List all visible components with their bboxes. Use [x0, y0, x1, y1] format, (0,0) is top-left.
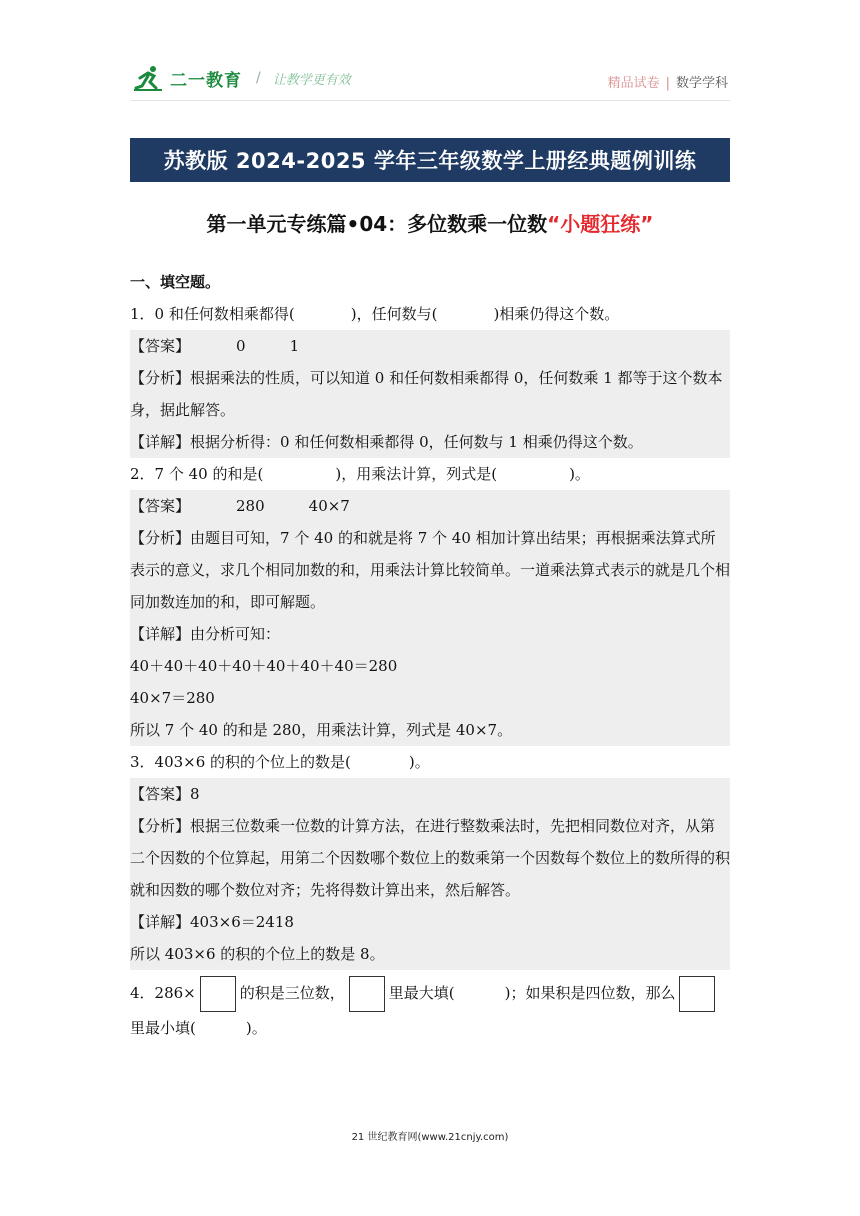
analysis-text: 根据乘法的性质，可以知道 0 和任何数相乘都得 0，任何数乘 1 都等于这个数本身，据此解答。 [130, 369, 723, 419]
page-subtitle [130, 208, 730, 237]
analysis-text: 根据三位数乘一位数的计算方法，在进行整数乘法时，先把相同数位对齐，从第二个因数的个位算起，用第二个因数哪个数位上的数乘第一个因数每个数位上的数所得的积就和因数的哪个数位对齐；先将得数计算出来，然后解答。 [130, 817, 731, 899]
page-title: 苏教版 2024-2025 学年三年级数学上册经典题例训练 [130, 138, 730, 182]
slogan-separator: / [256, 70, 261, 86]
answer-line [130, 778, 730, 810]
analysis-label: 【分析】 [130, 817, 191, 835]
question-text: )。 [408, 753, 430, 771]
detail-line: 40×7＝280 [130, 689, 215, 707]
section-heading: 一、填空题。 [130, 273, 221, 291]
detail-label: 【详解】 [130, 913, 191, 931]
question-text: )，用乘法计算，列式是( [335, 465, 498, 483]
answer-label: 【答案】 [130, 337, 191, 355]
answer-box[interactable] [679, 976, 715, 1012]
analysis-text: 由题目可知，7 个 40 的和就是将 7 个 40 相加计算出结果；再根据乘法算式所表示的意义，求几个相同加数的和，用乘法计算比较简单。一道乘法算式表示的就是几个相同加数连加的和，即可解题。 [130, 529, 731, 611]
question-2 [130, 458, 730, 490]
answer-box[interactable] [349, 976, 385, 1012]
detail-line: 所以 403×6 的积的个位上的数是 8。 [130, 945, 385, 963]
analysis-line [130, 362, 730, 426]
answer-line [130, 490, 730, 522]
tag-divider: | [665, 76, 670, 91]
question-text: )相乘仍得这个数。 [493, 305, 620, 323]
answer-line [130, 330, 730, 362]
question-text: 4．286× [130, 984, 196, 1002]
question-text: 里最大填( [388, 984, 455, 1002]
runner-logo-icon [132, 64, 164, 92]
header-tags [608, 72, 728, 91]
detail-text: 由分析可知： [190, 625, 281, 643]
question-1 [130, 298, 730, 330]
brand-name: 二一教育 [170, 70, 242, 91]
analysis-line [130, 810, 730, 906]
answer-label: 【答案】 [130, 785, 191, 803]
solution-block [130, 330, 730, 458]
subtitle-main: 第一单元专练篇•04：多位数乘一位数 [206, 212, 548, 236]
detail-label: 【详解】 [130, 433, 191, 451]
tag-premium-paper: 精品试卷 [607, 76, 660, 91]
answer-value: 8 [190, 785, 200, 803]
answer-value: 0 [236, 337, 246, 355]
detail-line: 所以 7 个 40 的和是 280，用乘法计算，列式是 40×7。 [130, 721, 513, 739]
question-3 [130, 746, 730, 778]
solution-block [130, 778, 730, 970]
question-4-continued [130, 1012, 730, 1044]
question-text: 里最小填( [130, 1019, 196, 1037]
answer-label: 【答案】 [130, 497, 191, 515]
header-logo [132, 64, 351, 92]
detail-text: 403×6＝2418 [190, 913, 294, 931]
detail-line [130, 426, 730, 458]
question-text: 的积是三位数， [239, 984, 345, 1002]
detail-label: 【详解】 [130, 625, 191, 643]
question-text: )；如果积是四位数，那么 [504, 984, 676, 1002]
analysis-line [130, 522, 730, 618]
question-text: 1．0 和任何数相乘都得( [130, 305, 295, 323]
detail-line [130, 618, 730, 650]
answer-value: 1 [289, 337, 300, 355]
question-4 [130, 974, 730, 1012]
slogan: 让教学更有效 [272, 72, 351, 88]
tag-subject: 数学学科 [675, 76, 728, 91]
answer-box[interactable] [200, 976, 236, 1012]
question-text: )。 [569, 465, 590, 483]
question-text: 2．7 个 40 的和是( [130, 465, 264, 483]
question-text: )。 [245, 1019, 267, 1037]
page-footer: 21 世纪教育网(www.21cnjy.com) [351, 1132, 509, 1143]
detail-line [130, 906, 730, 938]
solution-block [130, 490, 730, 746]
detail-line: 40＋40＋40＋40＋40＋40＋40＝280 [130, 657, 398, 675]
answer-value: 280 [236, 497, 265, 515]
answer-value: 40×7 [308, 497, 350, 515]
header-divider [130, 100, 730, 101]
subtitle-highlight: “小题狂练” [547, 212, 654, 236]
document-body [130, 266, 730, 1044]
question-text: 3．403×6 的积的个位上的数是( [130, 753, 351, 771]
question-text: )，任何数与( [350, 305, 438, 323]
detail-text: 根据分析得：0 和任何数相乘都得 0，任何数与 1 相乘仍得这个数。 [190, 433, 643, 451]
analysis-label: 【分析】 [130, 529, 191, 547]
analysis-label: 【分析】 [130, 369, 191, 387]
